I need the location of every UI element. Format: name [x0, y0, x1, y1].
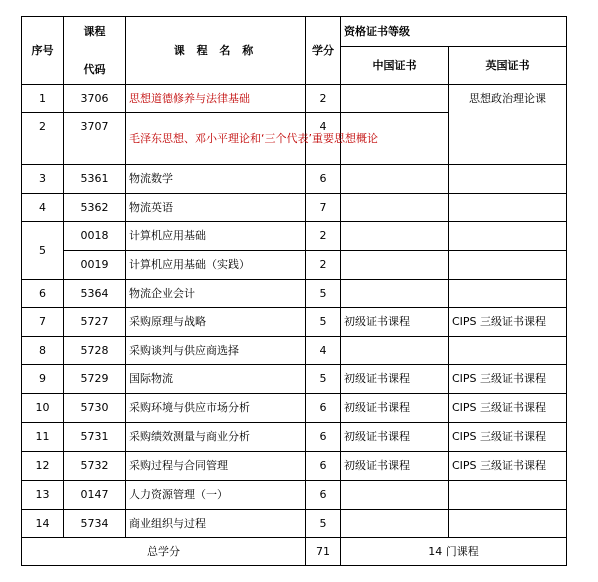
cell-seq: 7	[22, 308, 64, 337]
header-cert-level: 资格证书等级	[341, 17, 567, 47]
total-course-count: 14 门课程	[341, 538, 567, 566]
cell-course-name: 毛泽东思想、邓小平理论和‘三个代表’重要思想概论	[126, 113, 306, 165]
cell-credit: 7	[306, 194, 341, 222]
cell-china-cert	[341, 280, 449, 308]
cell-uk-cert	[449, 280, 567, 308]
cell-credit: 5	[306, 510, 341, 538]
course-plan-table	[21, 16, 567, 566]
cell-code: 5727	[64, 308, 126, 337]
cell-code: 5728	[64, 337, 126, 365]
cell-code: 0019	[64, 251, 126, 280]
cell-uk-cert: CIPS 三级证书课程	[449, 452, 567, 481]
cell-seq: 2	[22, 113, 64, 165]
cell-uk-cert-merged: 思想政治理论课	[449, 85, 567, 165]
cell-course-name: 采购谈判与供应商选择	[126, 337, 306, 365]
cell-uk-cert: CIPS 三级证书课程	[449, 365, 567, 394]
cell-uk-cert	[449, 481, 567, 510]
cell-seq: 14	[22, 510, 64, 538]
cell-credit: 6	[306, 452, 341, 481]
table-row	[22, 337, 567, 365]
total-row	[22, 538, 567, 566]
cell-course-name: 物流英语	[126, 194, 306, 222]
cell-code: 3707	[64, 113, 126, 165]
table-row	[22, 510, 567, 538]
cell-course-name: 采购原理与战略	[126, 308, 306, 337]
cell-uk-cert	[449, 510, 567, 538]
cell-course-name: 国际物流	[126, 365, 306, 394]
cell-china-cert	[341, 337, 449, 365]
cell-course-name: 物流企业会计	[126, 280, 306, 308]
cell-code: 5362	[64, 194, 126, 222]
cell-course-name: 计算机应用基础（实践）	[126, 251, 306, 280]
cell-seq: 4	[22, 194, 64, 222]
table-row	[22, 85, 567, 113]
cell-uk-cert: CIPS 三级证书课程	[449, 308, 567, 337]
cell-code: 5731	[64, 423, 126, 452]
table-row	[22, 251, 567, 280]
table-row	[22, 165, 567, 194]
cell-code: 3706	[64, 85, 126, 113]
cell-credit: 5	[306, 280, 341, 308]
header-code-line2: 代码	[83, 62, 106, 76]
cell-code: 5730	[64, 394, 126, 423]
cell-seq: 13	[22, 481, 64, 510]
cell-course-name: 商业组织与过程	[126, 510, 306, 538]
table-row	[22, 280, 567, 308]
cell-uk-cert	[449, 337, 567, 365]
cell-seq: 10	[22, 394, 64, 423]
cell-china-cert	[341, 85, 449, 113]
cell-china-cert	[341, 165, 449, 194]
table-row	[22, 194, 567, 222]
cell-code: 5361	[64, 165, 126, 194]
cell-uk-cert: CIPS 三级证书课程	[449, 394, 567, 423]
cell-credit: 2	[306, 222, 341, 251]
header-code	[64, 17, 126, 85]
cell-credit: 2	[306, 85, 341, 113]
cell-seq: 6	[22, 280, 64, 308]
cell-china-cert: 初级证书课程	[341, 308, 449, 337]
cell-code: 0018	[64, 222, 126, 251]
header-china-cert: 中国证书	[341, 47, 449, 85]
table-row	[22, 423, 567, 452]
table-row	[22, 452, 567, 481]
table-row	[22, 481, 567, 510]
header-credit: 学分	[306, 17, 341, 85]
cell-uk-cert	[449, 251, 567, 280]
cell-course-name: 采购绩效测量与商业分析	[126, 423, 306, 452]
cell-uk-cert	[449, 194, 567, 222]
cell-course-name: 思想道德修养与法律基础	[126, 85, 306, 113]
cell-seq: 3	[22, 165, 64, 194]
cell-uk-cert: CIPS 三级证书课程	[449, 423, 567, 452]
cell-code: 5729	[64, 365, 126, 394]
header-seq: 序号	[22, 17, 64, 85]
cell-china-cert	[341, 510, 449, 538]
cell-china-cert	[341, 222, 449, 251]
cell-uk-cert	[449, 165, 567, 194]
cell-credit: 2	[306, 251, 341, 280]
cell-credit: 4	[306, 337, 341, 365]
cell-course-name: 采购环境与供应市场分析	[126, 394, 306, 423]
cell-course-name: 计算机应用基础	[126, 222, 306, 251]
total-credits-label: 总学分	[22, 538, 306, 566]
cell-credit: 5	[306, 365, 341, 394]
total-credits-value: 71	[306, 538, 341, 566]
cell-credit: 6	[306, 165, 341, 194]
cell-seq: 1	[22, 85, 64, 113]
cell-china-cert	[341, 251, 449, 280]
cell-course-name: 采购过程与合同管理	[126, 452, 306, 481]
header-uk-cert: 英国证书	[449, 47, 567, 85]
cell-credit: 5	[306, 308, 341, 337]
cell-credit: 6	[306, 423, 341, 452]
cell-credit: 6	[306, 394, 341, 423]
cell-code: 5734	[64, 510, 126, 538]
cell-china-cert	[341, 194, 449, 222]
cell-credit: 6	[306, 481, 341, 510]
cell-credit: 4	[306, 113, 341, 165]
cell-course-name: 人力资源管理（一）	[126, 481, 306, 510]
cell-china-cert: 初级证书课程	[341, 452, 449, 481]
cell-seq: 5	[22, 222, 64, 280]
table-row	[22, 222, 567, 251]
table-row	[22, 308, 567, 337]
cell-code: 5364	[64, 280, 126, 308]
cell-china-cert	[341, 481, 449, 510]
cell-china-cert: 初级证书课程	[341, 423, 449, 452]
cell-china-cert: 初级证书课程	[341, 394, 449, 423]
cell-china-cert: 初级证书课程	[341, 365, 449, 394]
cell-seq: 8	[22, 337, 64, 365]
table-row	[22, 394, 567, 423]
cell-seq: 11	[22, 423, 64, 452]
cell-seq: 9	[22, 365, 64, 394]
header-name: 课 程 名 称	[126, 17, 306, 85]
cell-code: 5732	[64, 452, 126, 481]
cell-code: 0147	[64, 481, 126, 510]
cell-uk-cert	[449, 222, 567, 251]
table-row	[22, 365, 567, 394]
cell-course-name: 物流数学	[126, 165, 306, 194]
cell-seq: 12	[22, 452, 64, 481]
header-code-line1: 课程	[83, 24, 106, 38]
header-row-1	[22, 17, 567, 47]
